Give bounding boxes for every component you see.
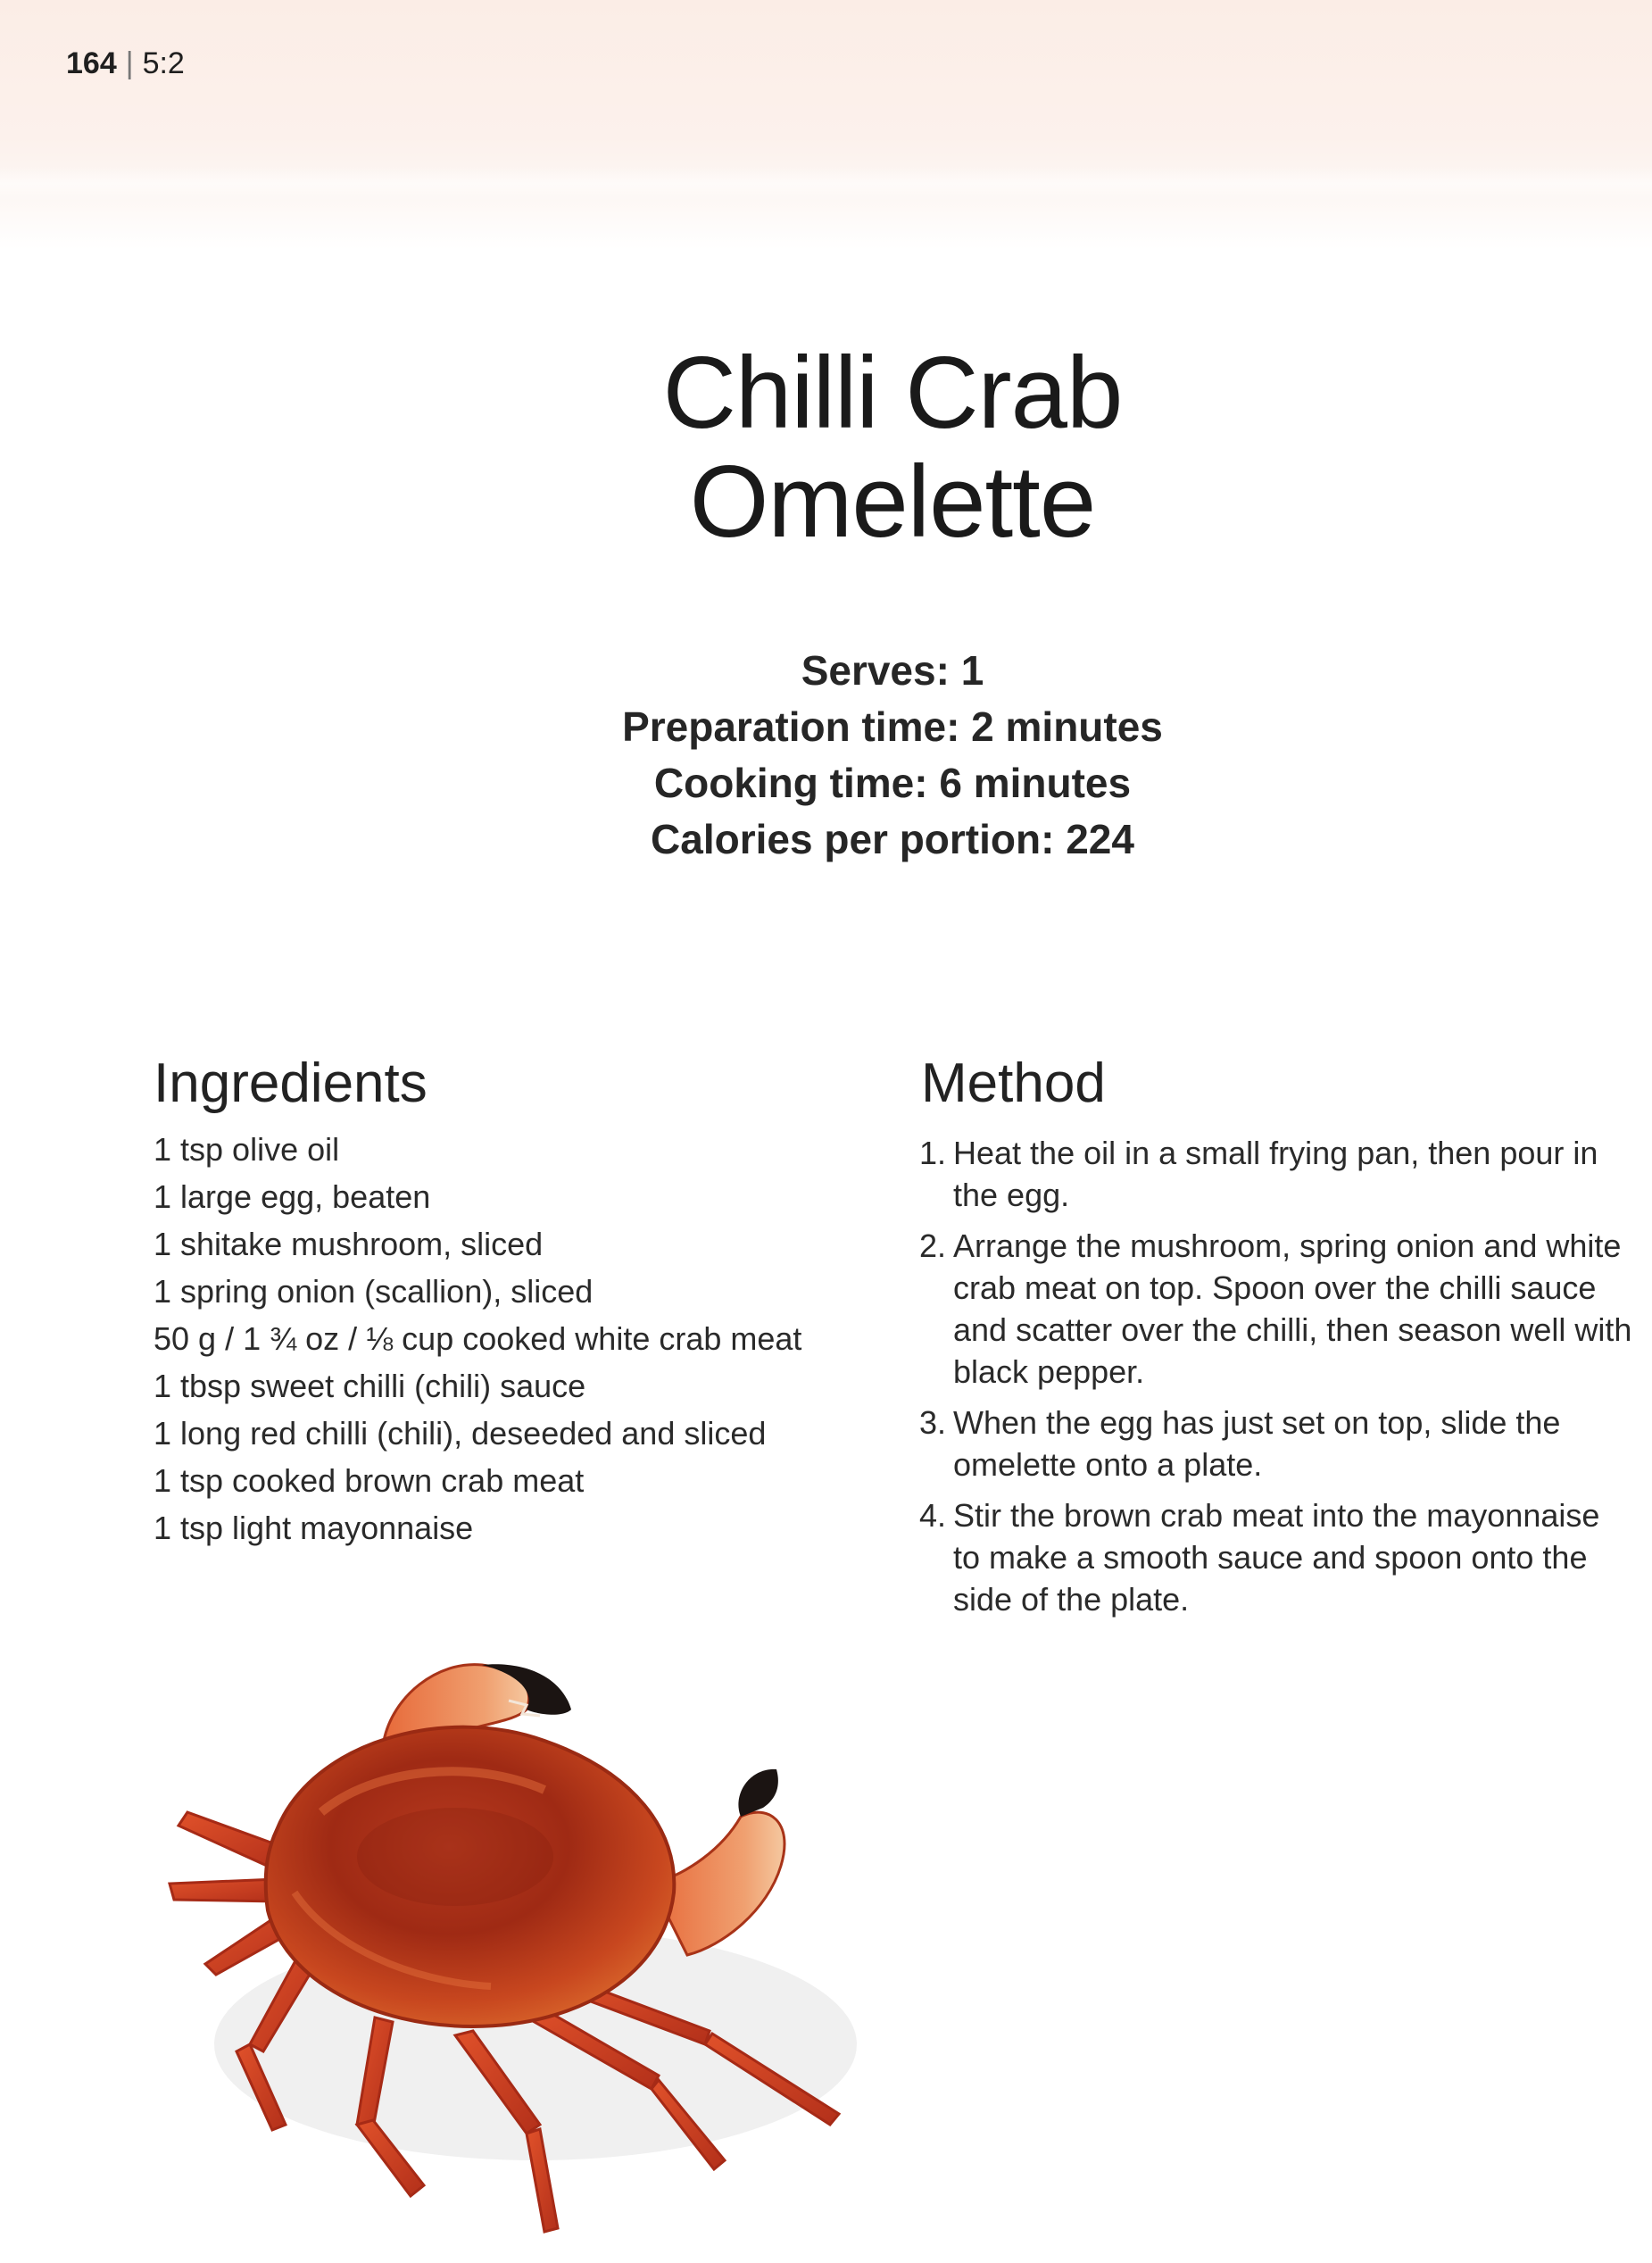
calories: Calories per portion: 224 <box>651 816 1134 862</box>
step-number: 1. <box>919 1135 947 1171</box>
recipe-title-line-1: Chilli Crab <box>662 337 1123 450</box>
ingredient-item: 1 shitake mushroom, sliced <box>154 1226 544 1262</box>
crab-photo <box>152 1625 955 2250</box>
cooking-time: Cooking time: 6 minutes <box>653 760 1132 806</box>
step-text: When the egg has just set on top, slide the omelette onto a plate. <box>953 1404 1561 1483</box>
recipe-stats <box>535 643 1249 868</box>
step-number: 4. <box>919 1497 947 1534</box>
step-text: Heat the oil in a small frying pan, then pour in the egg. <box>953 1135 1598 1213</box>
ingredient-item: 50 g / 1 ¾ oz / ⅛ cup cooked white crab meat <box>154 1320 802 1357</box>
recipe-title <box>446 339 1339 557</box>
shell-shade <box>357 1808 553 1906</box>
step-number: 3. <box>919 1404 947 1441</box>
method-step <box>919 1225 1633 1393</box>
ingredient-item: 1 spring onion (scallion), sliced <box>154 1273 594 1310</box>
ingredient-item: 1 large egg, beaten <box>154 1178 431 1215</box>
method-heading: Method <box>921 1052 1106 1114</box>
ingredient-item: 1 tsp light mayonnaise <box>154 1510 474 1546</box>
recipe-title-line-2: Omelette <box>689 445 1096 559</box>
ingredients-list <box>154 1130 885 1556</box>
page-number: 164 <box>66 46 117 80</box>
page-separator: | <box>125 46 134 80</box>
ingredients-heading: Ingredients <box>154 1052 428 1114</box>
ingredient-item: 1 long red chilli (chili), deseeded and sliced <box>154 1415 767 1452</box>
step-text: Arrange the mushroom, spring onion and white crab meat on top. Spoon over the chilli sauce and scatter over the chilli, then season well with black pepper. <box>953 1227 1632 1390</box>
serves: Serves: 1 <box>801 647 984 694</box>
preparation-time: Preparation time: 2 minutes <box>622 703 1163 750</box>
method-list <box>919 1132 1633 1629</box>
step-text: Stir the brown crab meat into the mayonnaise to make a smooth sauce and spoon onto the side of the plate. <box>953 1497 1600 1618</box>
header-streak <box>0 166 1652 202</box>
ingredient-item: 1 tsp cooked brown crab meat <box>154 1462 585 1499</box>
book-name: 5:2 <box>142 46 185 80</box>
ingredient-item: 1 tsp olive oil <box>154 1131 340 1168</box>
step-number: 2. <box>919 1227 947 1264</box>
ingredient-item: 1 tbsp sweet chilli (chili) sauce <box>154 1368 586 1404</box>
header-band <box>0 0 1652 250</box>
method-step <box>919 1402 1633 1485</box>
method-step <box>919 1494 1633 1620</box>
page-reference <box>66 46 185 81</box>
method-step <box>919 1132 1633 1216</box>
